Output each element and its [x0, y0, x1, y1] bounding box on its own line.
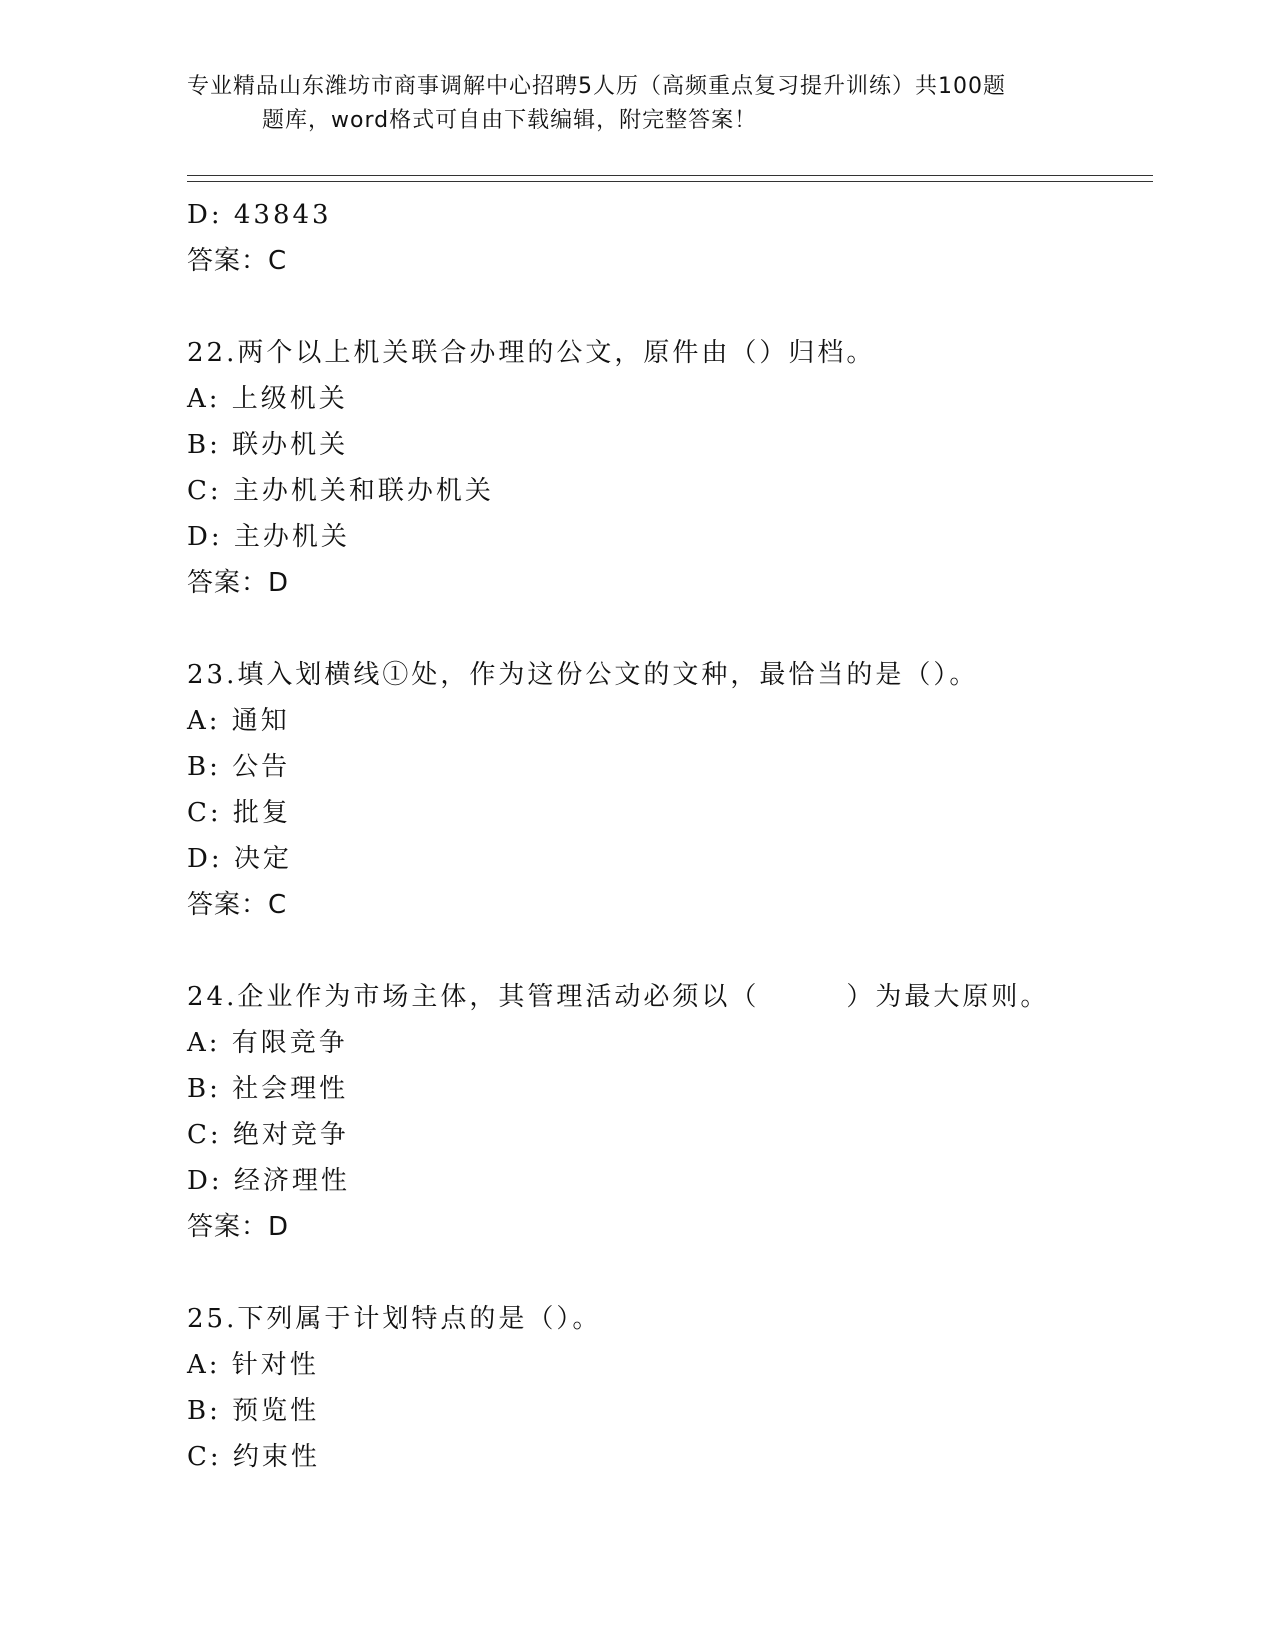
answer: 答案：D	[187, 1212, 290, 1242]
question-22	[187, 330, 1147, 606]
question-content	[187, 192, 1147, 1526]
option-d: D: 决定	[187, 844, 292, 874]
option-d: D: 43843	[187, 200, 332, 230]
answer: 答案：D	[187, 568, 290, 598]
question-stem: 23.填入划横线①处，作为这份公文的文种，最恰当的是（）。	[187, 660, 979, 690]
option-c: C: 绝对竞争	[187, 1120, 349, 1150]
option-d: D: 主办机关	[187, 522, 350, 552]
option-a: A: 通知	[187, 706, 290, 736]
option-b: B: 联办机关	[187, 430, 349, 460]
header-rule-bottom	[187, 181, 1153, 182]
document-title-line-1: 专业精品山东潍坊市商事调解中心招聘5人历（高频重点复习提升训练）共100题	[187, 74, 1006, 99]
answer: 答案：C	[187, 246, 288, 276]
page-header	[187, 70, 1087, 138]
option-a: A: 有限竞争	[187, 1028, 348, 1058]
option-c: C: 批复	[187, 798, 291, 828]
option-b: B: 预览性	[187, 1396, 320, 1426]
header-rule-top	[187, 175, 1153, 176]
question-stem: 24.企业作为市场主体，其管理活动必须以（ ）为最大原则。	[187, 982, 1050, 1012]
option-b: B: 公告	[187, 752, 291, 782]
option-a: A: 上级机关	[187, 384, 348, 414]
option-c: C: 约束性	[187, 1442, 320, 1472]
question-stem: 22.两个以上机关联合办理的公文，原件由（）归档。	[187, 338, 876, 368]
question-stem: 25.下列属于计划特点的是（）。	[187, 1304, 602, 1334]
document-title-line-2: 题库，word格式可自由下载编辑，附完整答案！	[262, 108, 758, 133]
option-c: C: 主办机关和联办机关	[187, 476, 494, 506]
previous-question-tail	[187, 192, 1147, 284]
answer: 答案：C	[187, 890, 288, 920]
option-a: A: 针对性	[187, 1350, 319, 1380]
question-25	[187, 1296, 1147, 1480]
option-d: D: 经济理性	[187, 1166, 350, 1196]
question-23	[187, 652, 1147, 928]
option-b: B: 社会理性	[187, 1074, 349, 1104]
question-24	[187, 974, 1147, 1250]
